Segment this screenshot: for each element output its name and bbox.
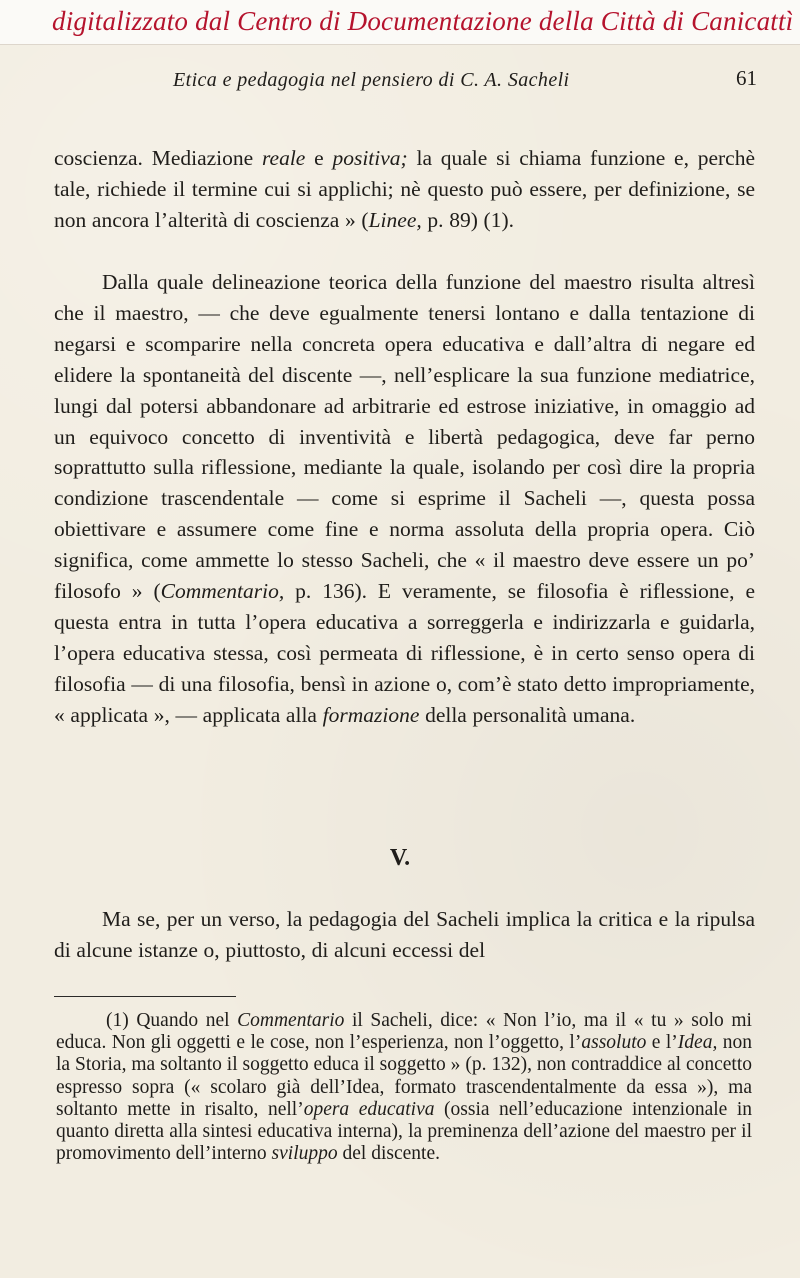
- footnote-text-2: il Sacheli, dice: « Non l’io, ma il « tu » solo mi educa. Non gli oggetti e le cose, non l’esperienza, non l’oggetto, l’: [56, 1010, 752, 1054]
- footnote-text-4: non la Storia, ma soltanto il soggetto educa il soggetto » (p. 132), non contraddice al concetto espresso sopra (« scolaro già dell’Idea, formato trascendentalmente da essa »), ma soltanto mette in risalto, nell’: [56, 1032, 753, 1120]
- footnote-emphasis-sviluppo: sviluppo: [271, 1143, 338, 1165]
- paragraph-2-text-3: della personalità umana.: [419, 702, 636, 727]
- body-paragraph-2: [54, 267, 755, 731]
- digitization-watermark: [0, 0, 800, 45]
- paragraph-2-citation-commentario: Commentario,: [160, 579, 285, 604]
- footnote-emphasis-assoluto: assoluto: [581, 1032, 647, 1054]
- paragraph-1-text-2: e: [305, 146, 333, 170]
- paragraph-2-emphasis-formazione: formazione: [322, 702, 420, 727]
- section-heading: V.: [389, 845, 411, 871]
- paragraph-1-emphasis-reale: reale: [261, 146, 306, 170]
- paragraph-1-emphasis-positiva: positiva;: [332, 146, 408, 170]
- paragraph-1-text-1: coscienza. Mediazione: [54, 146, 262, 170]
- footnote-emphasis-commentario: Commentario: [237, 1010, 345, 1031]
- running-header-title: Etica e pedagogia nel pensiero di C. A. Sacheli: [173, 69, 570, 91]
- paragraph-2-text-2: p. 136). E veramente, se filosofia è riflessione, e questa entra in tutta l’opera educativa a sorreggerla e indirizzarla e guidarla, l’opera educativa stessa, così permeata di riflessione, è in certo senso opera di filosofia — di una filosofia, bensì in azione o, com’è stato detto impropriamente, « applicata », — applicata alla: [54, 579, 755, 727]
- footnote-emphasis-opera-educativa: opera educativa: [303, 1098, 435, 1120]
- footnote-text-5: (ossia nell’educazione intenzionale in quanto diretta alla sintesi educativa interna), la preminenza dell’azione del maestro per il promovimento dell’interno: [56, 1098, 752, 1165]
- footnote-text-6: del discente.: [337, 1143, 440, 1165]
- footnote-text-1: (1) Quando nel: [106, 1010, 238, 1031]
- paragraph-1-citation-linee: Linee,: [368, 207, 422, 232]
- paragraph-1-text-3: la quale si chiama funzione e, perchè tale, richiede il termine cui si applichi; nè questo può essere, per definizione, se non ancora l’alterità di coscienza » (: [54, 146, 756, 232]
- footnote-text-3: e l’: [646, 1032, 678, 1054]
- body-paragraph-1: [54, 143, 755, 236]
- footnote-emphasis-idea: Idea,: [677, 1032, 718, 1054]
- paragraph-1-text-4: p. 89) (1).: [421, 207, 515, 232]
- paragraph-2-text-1: Dalla quale delineazione teorica della funzione del maestro risulta altresì che il maestro, — che deve egualmente tenersi lontano e dalla tentazione di negarsi e scomparire nella concreta opera educativa e dall’altra di negare ed elidere la spontaneità del discente —, nell’esplicare la sua funzione mediatrice, lungi dal potersi abbandonare ad arbitrarie ed estrose iniziative, in omaggio ad un equivoco concetto di inventività e libertà pedagogica, deve far perno soprattutto sulla riflessione, mediante la quale, isolando per così dire la propria condizione trascendentale — come si esprime il Sacheli —, questa possa obiettivare e assumere come fine e norma assoluta della propria opera. Ciò significa, come ammette lo stesso Sacheli, che « il maestro deve essere un po’ filosofo » (: [54, 270, 755, 604]
- footnote-separator: [54, 996, 236, 997]
- footnote-1: [56, 1010, 752, 1165]
- watermark-text: digitalizzato dal Centro di Documentazione della Città di Canicattì: [52, 6, 794, 36]
- page-number: 61: [736, 66, 757, 90]
- body-paragraph-3: Ma se, per un verso, la pedagogia del Sacheli implica la critica e la ripulsa di alcune istanze o, piuttosto, di alcuni eccessi del: [54, 907, 755, 962]
